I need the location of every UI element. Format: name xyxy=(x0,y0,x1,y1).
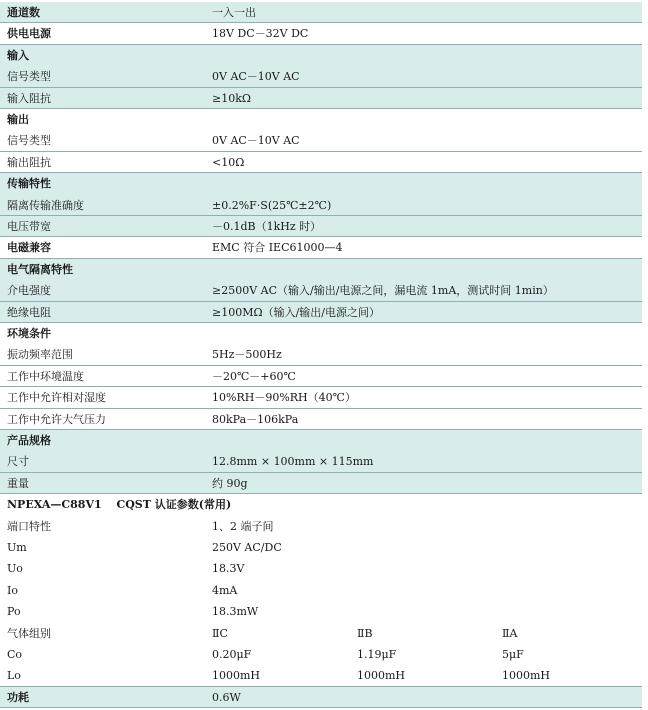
row-label: 振动频率范围 xyxy=(7,348,73,362)
table-row xyxy=(0,430,642,451)
section-heading: 产品规格 xyxy=(7,434,51,447)
row-label: 输出阻抗 xyxy=(7,155,51,169)
row-value: 0V AC－10V AC xyxy=(212,70,300,84)
section-heading: 通道数 xyxy=(7,6,40,19)
row-label: Po xyxy=(7,605,21,619)
table-row xyxy=(0,152,642,173)
row-label: 输入阻抗 xyxy=(7,91,51,105)
row-label: 信号类型 xyxy=(7,134,51,148)
table-row xyxy=(0,237,642,258)
table-row xyxy=(0,88,642,109)
table-row xyxy=(0,216,642,237)
table-row xyxy=(0,130,642,151)
section-heading: 电气隔离特性 xyxy=(7,262,73,276)
row-label: 工作中允许相对湿度 xyxy=(7,391,106,405)
row-label: 尺寸 xyxy=(7,455,29,469)
table-row xyxy=(0,644,642,665)
row-label: 电压带宽 xyxy=(7,220,51,233)
row-value: 250V AC/DC xyxy=(212,541,282,554)
table-row xyxy=(0,195,642,216)
row-label: Io xyxy=(7,583,18,597)
section-heading: NPEXA—C88V1 CQST 认证参数(常用) xyxy=(7,498,232,512)
row-label: 端口特性 xyxy=(7,519,51,533)
row-value: －20℃－+60℃ xyxy=(212,369,296,383)
table-row xyxy=(0,323,642,344)
row-label: 绝缘电阻 xyxy=(7,305,51,319)
table-row xyxy=(0,66,642,87)
table-row xyxy=(0,473,642,494)
row-label: 工作中环境温度 xyxy=(7,369,84,383)
table-row xyxy=(0,623,642,644)
row-value-3: ⅡA xyxy=(502,626,518,640)
row-label: Co xyxy=(7,648,23,661)
section-heading: 环境条件 xyxy=(7,327,51,340)
table-row xyxy=(0,366,642,387)
table-row xyxy=(0,23,642,44)
row-label: 工作中允许大气压力 xyxy=(7,412,106,426)
row-value: 5Hz－500Hz xyxy=(212,348,282,362)
table-row xyxy=(0,173,642,194)
section-heading: 功耗 xyxy=(7,690,29,704)
row-label: Um xyxy=(7,541,27,554)
row-value: ≥2500V AC（输入/输出/电源之间，漏电流 1mA，测试时间 1min） xyxy=(212,284,554,298)
row-value: 1000mH xyxy=(212,669,261,683)
table-row xyxy=(0,665,642,686)
row-label: 隔离传输准确度 xyxy=(7,198,84,212)
table-row xyxy=(0,2,642,23)
row-value: 约 90g xyxy=(212,476,248,490)
table-row xyxy=(0,601,642,622)
row-value: －0.1dB（1kHz 时） xyxy=(212,220,322,233)
row-value: 18.3mW xyxy=(212,605,259,619)
table-row xyxy=(0,451,642,472)
row-value: 0V AC－10V AC xyxy=(212,134,300,148)
table-row xyxy=(0,259,642,280)
table-row xyxy=(0,280,642,301)
row-value-3: 5μF xyxy=(502,648,524,661)
row-value: 1、2 端子间 xyxy=(212,519,274,533)
row-value: ⅡC xyxy=(212,626,228,640)
table-row xyxy=(0,409,642,430)
table-row xyxy=(0,580,642,601)
table-row xyxy=(0,516,642,537)
row-value: ±0.2%F·S(25℃±2℃) xyxy=(212,198,332,212)
row-label: 气体组别 xyxy=(7,626,51,640)
section-heading: 输入 xyxy=(7,48,29,62)
row-value: 0.20μF xyxy=(212,648,252,661)
row-value: 80kPa－106kPa xyxy=(212,412,299,426)
row-value: 18V DC－32V DC xyxy=(212,27,309,41)
section-heading: 供电电源 xyxy=(7,27,51,41)
row-value-2: ⅡB xyxy=(357,626,373,640)
row-value: 10%RH－90%RH（40℃） xyxy=(212,391,356,405)
row-value: EMC 符合 IEC61000—4 xyxy=(212,241,343,255)
row-value: 0.6W xyxy=(212,690,241,704)
section-heading: 电磁兼容 xyxy=(7,241,51,255)
table-row xyxy=(0,109,642,130)
row-value: 4mA xyxy=(212,583,238,597)
row-value: 一入一出 xyxy=(212,6,256,19)
table-row xyxy=(0,687,642,708)
row-value: 12.8mm × 100mm × 115mm xyxy=(212,455,374,469)
row-label: Lo xyxy=(7,669,21,683)
table-row xyxy=(0,387,642,408)
row-value: 18.3V xyxy=(212,562,245,576)
table-row xyxy=(0,344,642,365)
row-value: ≥100MΩ（输入/输出/电源之间） xyxy=(212,305,381,319)
row-label: 介电强度 xyxy=(7,284,51,298)
row-label: 重量 xyxy=(7,476,29,490)
row-value: <10Ω xyxy=(212,155,245,169)
row-label: Uo xyxy=(7,562,23,576)
table-row xyxy=(0,45,642,66)
section-heading: 输出 xyxy=(7,113,29,126)
table-row xyxy=(0,558,642,579)
row-value-2: 1000mH xyxy=(357,669,406,683)
table-row xyxy=(0,494,642,515)
row-value: ≥10kΩ xyxy=(212,91,251,105)
section-heading: 传输特性 xyxy=(7,177,51,191)
table-row xyxy=(0,537,642,558)
row-label: 信号类型 xyxy=(7,70,51,84)
row-value-3: 1000mH xyxy=(502,669,551,683)
table-row xyxy=(0,302,642,323)
row-value-2: 1.19μF xyxy=(357,648,397,661)
